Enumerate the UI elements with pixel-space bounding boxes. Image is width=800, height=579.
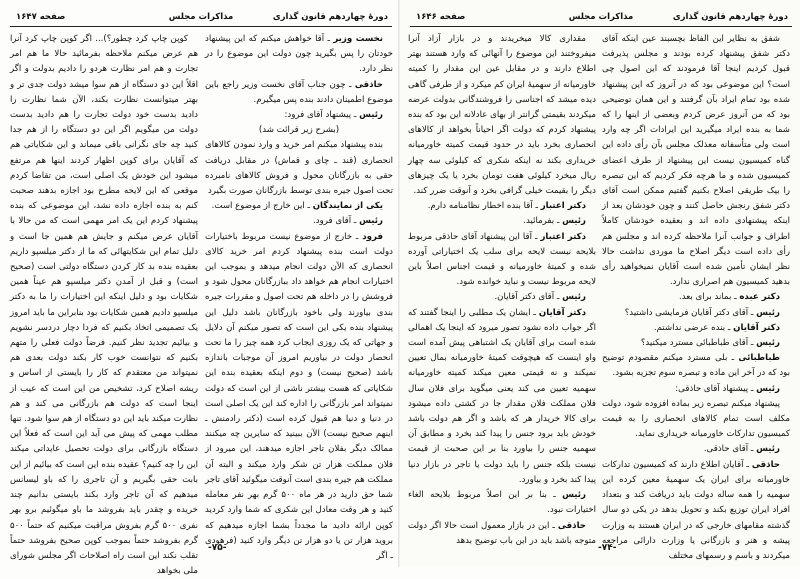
speech-paragraph [408, 199, 596, 214]
speaker-name: طباطبائی [738, 353, 780, 364]
speech-paragraph [408, 488, 596, 518]
speaker-name: دکتر اعتبار [540, 231, 586, 242]
paragraph-text: ـ آقای حاذقی. [703, 444, 757, 455]
speaker-name: رئیس [756, 338, 780, 349]
publication-title: مذاکرات مجلس [168, 12, 234, 22]
speaker-name: رئیس [756, 307, 780, 318]
page-header [10, 10, 392, 27]
speech-paragraph [602, 382, 790, 397]
text-paragraph [408, 32, 596, 199]
speech-paragraph [205, 32, 393, 78]
paragraph-text: ـ آقای دکتر آقایان. [494, 292, 563, 303]
page-label: صفحه ۱۶۴۷ [16, 12, 66, 22]
speech-paragraph [602, 321, 790, 336]
text-column-left [10, 32, 198, 577]
paragraph-text: بنده پیشنهاد میکنم امر خرید و وارد نمودن کالاهای انحصاری (قند ـ چای و قماش) در مقابل دریافت حقی به بازرگانان محول و فروش کالاهای نامبرده تحت اصول جیره بندی توسط بازرگانان صورت بگیرد [205, 140, 393, 197]
speech-paragraph [408, 214, 596, 229]
paragraph-text: ـ ایشان یک مطلبی را اینجا گفتند که اگر جواب داده نشود تصور میرود که اینجا یک اهمالی شده است برای آقایان یک اشتباهی پیش آمده است واو اینست که هیچوقت کمیتهٔ خاورمیانه بمال تعیین نمیکند و نه قیمتی معین میکند کمیته خاورمیانه سهمیه تعیین می کند یعنی میگوید برای فلان سال فلان مملکت فلان مقدار جا در کشتی داده میشود برای کالا خریدار هر که باشد و اگر هم دولت باشد خودش باید برود جنس را پیدا کند بخرد و مطابق آن سهمیه جنس را بیاورد بنا بر این صحبت از قیمت نیست بلکه جنس را باید دولت یا تاجر در بازار دنیا پیدا کند بخرد و بیاورد. [408, 307, 596, 485]
paragraph-text: پیشنهاد میکنم تبصره زیر بماده افزوده شود، دولت مکلف است تمام کالاهای انحصاری را به قیمت کمیسیون تدارکات خاورمیانه خریداری نماید. [602, 398, 790, 440]
speech-paragraph [602, 442, 790, 457]
paragraph-text: (بشرح زیر قرائت شد) [258, 125, 340, 136]
speaker-name: نخست وزیر [333, 34, 383, 44]
page-number: -۷۵- [208, 543, 227, 553]
paragraph-text: ـ بلی مسترد میکنم مقصودم توضیح بود که در آخر این ماده و تبصره سوم تجزیه بشود. [602, 353, 790, 379]
speech-paragraph [408, 230, 596, 291]
speaker-name: دکتر اعتبار [540, 201, 586, 212]
paragraph-text: ـ بفرمائید. [523, 216, 563, 227]
paragraph-text: ـ بماند برای بعد. [678, 292, 740, 303]
speaker-name: حاذقی [751, 459, 780, 470]
left-page [0, 0, 400, 577]
speaker-name: دکتر عبده [739, 292, 780, 303]
speaker-name: رئیس [562, 216, 586, 227]
paragraph-text: ـ آقا خواهش میکنم که این پیشنهاد خودتان را پس بگیرید چون دولت این موضوع را در نظر دارد. [205, 34, 393, 75]
text-column-left [408, 32, 596, 546]
speaker-name: رئیس [359, 216, 383, 227]
text-paragraph [205, 138, 393, 199]
page-label: صفحه ۱۶۴۶ [416, 12, 466, 22]
speaker-name: دکتر آقایان [538, 307, 587, 318]
speech-paragraph [408, 290, 596, 305]
speech-paragraph [602, 458, 790, 564]
paragraph-text: شفق به نظایر این الفاظ بچسبند عین اینکه آقای دکتر شفق پیشنهاد کرده بودند و مجلس پذیرفت قبول کردیم اینجا آقا فرمودند که این اصول چی است؟ این موضوعی بود که در آنروز که این پیشنهاد شده بود تمام ایراد بآن گرفتند و این همان توضیحی بود که من آنروز عرض کردم وبعضی از اینها را که شما به بنده ایراد میگیرید این ایرادات اگر چه وارد است ولی متأسفانه معذلک مجلس بآن رأی داده این گناه کمیسیون نیست این پیشنهاد از طرف اعضای کمیسیون شده و ما هرچه فکر کردیم که این تبصره را بیک طریقی اصلاح بکنیم گفتیم ممکن است آقای دکتر شفق رنجش حاصل کنند و چون خودشان بعد از اینکه پیشنهادی داده اند و بعقیده خودشان کاملاً اطراف و جوانب آنرا ملاحظه کرده اند و مجلس هم رأی داده است دیگر اصلاح ما موردی نداشت حالا نظر ایشان تأمین شده است آقایان نمیخواهید رأی بدهید کمیسیون هم اصراری ندارد. [602, 34, 790, 288]
paragraph-text: ـ این در بازار معمول است حالا اگر دولت متوجه باشد باید در این باب توضیح بدهد [408, 520, 596, 546]
speech-paragraph [602, 290, 790, 305]
text-paragraph [602, 32, 790, 290]
page-header [410, 10, 792, 27]
paragraph-text: مقداری کالا میخریدند و در بازار آزاد آنرا میفروختند این موضوع را آنهائی که وارد هستند بهتر اطلاع دارند و در مقابل عین این مقدار را کمیته خاورمیانه از سهمیهٔ ایران کم میکرد و از طرفی گاهی دیده میشد که اجناسی را فروشندگانی بدولت عرضه میکردند بقیمتی گرانتر از بهای عادلانه این بود که بنده پیشنهاد کردم که دولت اگر احیاناً بخواهد از کالاهای انحصاری بخرد باید در حدود قیمت کمیته خاورمیانه خریداری بکند نه اینکه شکری که کیلوئی سه چهار ریال میخرد کیلوئی هفت تومان بخرد یا یک چیزهای دیگر را بقیمت خیلی گرافی بخرد و آنوقت ضرر کند. [408, 34, 596, 197]
paragraph-text: ـ خارج از موضوع نیست مربوط باختیارات دولت است بنده پیشنهاد کردم امر خرید کالای انحصاری که الآن دولت انجام میدهد و بموجب این اختیارات انجام هم خواهد داد ببازرگانان محول شود و فروشش را در داخله هم تحت اصول و مقررات جیره بندی بیاورند ولی باخود بازرگانان باشد دلیل این پیشنهاد بنده یکی این است که تصور میکنم آن دلایل و جهاتی که یک روزی ایجاب کرد همه چیز را ما تحت انحصار دولت در بیاوریم امروز آن موجبات باندازه باشد (صحیح نیست) و دوم اینکه بعقیده بنده این شکایاتی که هست بیشتر ناشی از این است که دولت نمیتواند امر بازرگانی را اداره کند این یک اصلی است در دنیا و دنیا هم قبول کرده است (دکتر رادمنش ـ اینهم صحیح نیست) الآن ببینید که سایرین چه میکنند ممالک دیگر بفلان تاجر اجازه میدهند، این میرود از فلان مملکت هزار تن شکر وارد میکند و البته آن مملکت هم جیره بندی است آنوقت میگوئید آقای تاجر شما حق دارید در هر ماه ۵۰۰ گرم بهر نفر معامله کنید و هر وقت معادل این شکری که شما وارد کردید کوپن ارائه دادید ما مجدداً بشما اجازه میدهیم که بروید هزار تن یا دو هزار تن دیگر وارد کنید (فرهودی ـ اگر [205, 231, 393, 561]
speaker-name: دکتر آقایان [733, 322, 780, 333]
speech-paragraph [408, 306, 596, 488]
speech-paragraph [602, 336, 790, 351]
text-paragraph [205, 123, 393, 138]
speech-paragraph [602, 351, 790, 381]
speech-paragraph [205, 78, 393, 108]
paragraph-text: ـ آقای دکتر آقایان فرمایشی داشتید؟ [624, 307, 757, 318]
speech-paragraph [205, 199, 393, 214]
speaker-name: رئیس [756, 383, 780, 394]
speaker-name: رئیس [562, 490, 586, 501]
text-paragraph [602, 397, 790, 443]
publication-title: مذاکرات مجلس [568, 12, 634, 22]
speech-paragraph [602, 306, 790, 321]
paragraph-text: ـ آقایان اطلاع دارند که کمیسیون تدارکات خاورمیانه برای ایران یک سهمیهٔ معین کرده این سهمیه را همه ساله دولت باید دریافت کند و بتعداد افراد ایران توزیع بکند و تحویل بدهد در یکی دو سال گذشته مقامهای خارجی که در ایران هستند به وزارت پیشه و هنر و بازرگانی یا وزارت دارائی مراجعه میکردند و باسم و رسمهای مختلف [602, 459, 790, 561]
paragraph-text: ـ پیشنهاد آقای حاذقی: [675, 383, 757, 394]
paragraph-text: ـ بنده عرضی نداشتم. [653, 322, 734, 333]
right-page [400, 0, 800, 567]
speaker-name: رئیس [359, 110, 383, 121]
speech-paragraph [205, 214, 393, 229]
paragraph-text: کوپن چاپ کرد چطور؟)... اگر کوپن چاپ کرد آنرا هم عرض میکنم ملاحظه بفرمائید حالا ما هم امر تجارت و هم امر نظارت هردو را دادیم بدولت و اگر اقلاً این دو دستگاه از هم سوا میشد دولت جدی تر و بهتر میتوانست نظارت بکند، الآن شما نظارت را دادید بدست خود دولت تجارت را هم دادید بدست دولت من میگویم اگر این دو دستگاه را از هم جدا کنید چه جای نگرانی باقی میماند و این شکایاتی هم که آقایان برای کوپن اظهار کردند اینها هم مرتفع میشود این خودش یک اصلی است، من تقاضا کردم موقعی که این لایحه مطرح بود اجازه بدهند صحبت کنم به بنده اجازه داده نشد، این موضوعی که بنده پیشنهاد کردم این یک امر مهمی است که من حالا با آقایان عرض میکنم و جایش هم همین جا است و دلیل تمام این شکایتهائی که ما از دکتر میلسپو داریم بعقیده بنده بد کار کردن دستگاه دولتی است (صحیح است) و قبل از آمدن دکتر میلسپو هم عیناً همین شکایات بود و دلیل اینکه این اختیارات را ما به دکتر میلسپو دادیم همین شکایات بود بنابراین ما باید امروز یک تصمیمی اتخاذ بکنیم که فردا دچار دردسر نشویم و بیائیم تجدید نظر کنیم. فرضاً دولت فعلی را متهم بکنیم که نتوانست خوب کار بکند دولت بعدی هم نمیتواند من معتقدم که کار را بایستی از اساس و ریشه اصلاح کرد، تشخیص من این است که عیب از اینجا است که دولت هم بازرگانی می کند و هم نظارت میکند باید این دو دستگاه از هم سوا شود. تنها مطلب مهمی که پیش می آید این است که فعلاً این دستگاه بازرگانی برای دولت تحصیل عایداتی میکند این را چه کنیم؟ عقیده بنده این است که بیائیم از این بابت حقی بگیریم و آن تاجری را که باو لیسانس میدهیم که آن تاجر وارد بکند بایستی بدانیم چند خریده و چقدر باید بفروشد ما باو میگوئیم برو بهر نفری ۵۰۰ گرم بفروش مراقبت میکنیم که حتماً ۵۰۰ گرم بفروشد حتماً بموجب کوپن صحیح بفروشد حتماً تقلب نکند این است راه اصلاحات اگر مجلس شورای ملی بخواهد [10, 34, 198, 577]
paragraph-text: ـ آقای طباطبائی مسترد میکنید؟ [640, 338, 757, 349]
paragraph-text: ـ این خارج از موضوع است. [211, 201, 313, 212]
speaker-name: رئیس [562, 292, 586, 303]
paragraph-text: ـ آقای فرود. [313, 216, 360, 227]
paragraph-text: ـ آقا این پیشنهاد آقای حاذقی مربوط بلایحه نیست لایحه برای سلب یک اختیاراتی آورده شده و کمیتهٔ خاورمیانه و قیمت اجناس اصلاً باین لایحه مربوط نیست و نباید خوانده شود. [408, 231, 596, 288]
speaker-name: حاذقی [557, 520, 586, 531]
paragraph-text: ـ چون جناب آقای نخست وزیر راجع باین موضوع اطمینان دادند بنده پس میگیرم. [205, 79, 393, 105]
speaker-name: یکی از نمایندگان [312, 201, 383, 212]
page-number: -۷۴- [598, 543, 617, 553]
paragraph-text: ـ آقا بنده اخطار نظامنامه دارم. [427, 201, 541, 212]
speech-paragraph [205, 108, 393, 123]
speaker-name: فرود [362, 231, 383, 242]
speech-paragraph [408, 519, 596, 549]
session-title: دورهٔ چهاردهم قانون گذاری [272, 12, 388, 22]
paragraph-text: ـ بنا بر این اصلاً مربوط بلایحه الغاء اختیارات نبود. [408, 490, 596, 516]
speaker-name: رئیس [756, 444, 780, 455]
session-title: دورهٔ چهاردهم قانون گذاری [672, 12, 788, 22]
speech-paragraph [205, 230, 393, 564]
text-paragraph [10, 32, 198, 579]
speaker-name: حاذقی [354, 79, 383, 90]
paragraph-text: ـ پیشنهاد آقای فرود: [284, 110, 360, 121]
